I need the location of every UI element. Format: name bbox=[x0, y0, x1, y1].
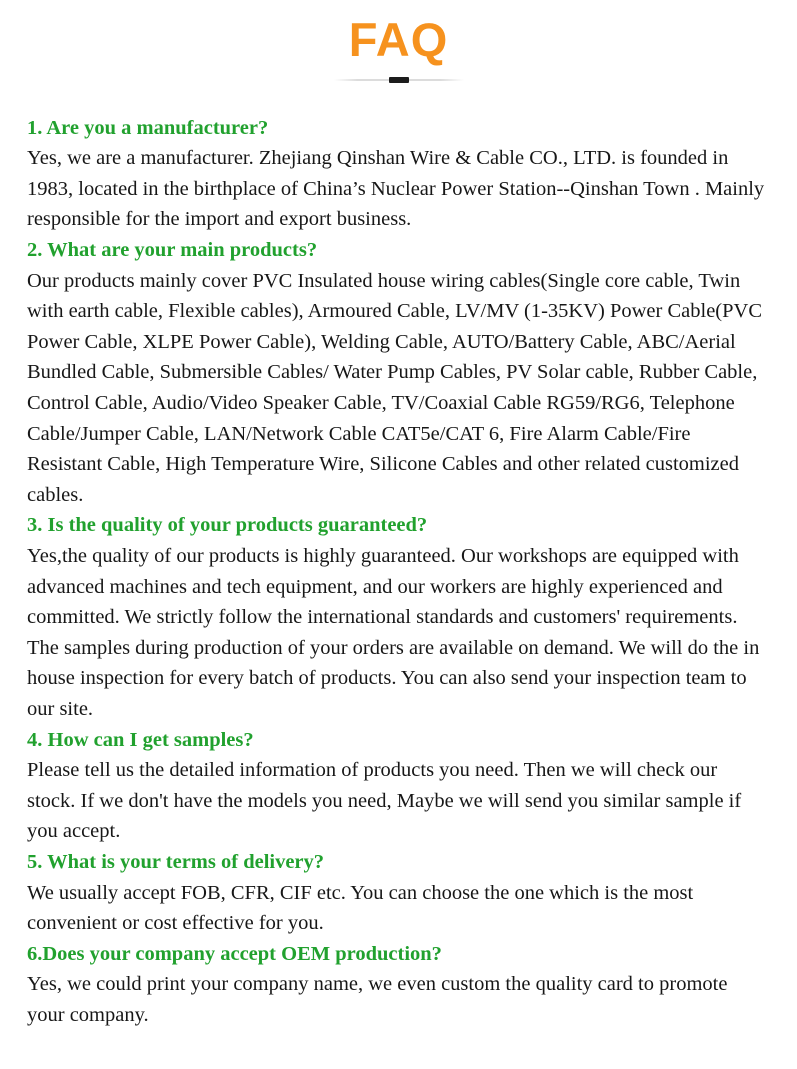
faq-question: 2. What are your main products? bbox=[27, 239, 318, 262]
faq-item bbox=[27, 725, 769, 847]
faq-item bbox=[27, 847, 769, 939]
faq-answer: Yes,the quality of our products is highly guaranteed. Our workshops are equipped with advanced machines and tech equipment, and our workers are highly experienced and committed. We strictly follow the international standards and customers' requirements. The samples during production of your orders are available on demand. We will do the in house inspection for every batch of products. You can also send your inspection team to our site. bbox=[27, 545, 760, 720]
faq-list bbox=[27, 113, 769, 1031]
faq-answer: Please tell us the detailed information of products you need. Then we will check our stock. If we don't have the models you need, Maybe we will send you similar sample if you accept. bbox=[27, 759, 742, 843]
faq-question: 5. What is your terms of delivery? bbox=[27, 850, 325, 873]
title-divider bbox=[334, 77, 464, 83]
faq-question: 3. Is the quality of your products guaranteed? bbox=[27, 514, 428, 537]
page-header bbox=[0, 14, 797, 83]
faq-item bbox=[27, 510, 769, 724]
faq-answer: Our products mainly cover PVC Insulated house wiring cables(Single core cable, Twin with earth cable, Flexible cables), Armoured Cable, LV/MV (1-35KV) Power Cable(PVC Power Cable, XLPE Power Cable), Welding Cable, AUTO/Battery Cable, ABC/Aerial Bundled Cable, Submersible Cables/ Water Pump Cables, PV Solar cable, Rubber Cable, Control Cable, Audio/Video Speaker Cable, TV/Coaxial Cable RG59/RG6, Telephone Cable/Jumper Cable, LAN/Network Cable CAT5e/CAT 6, Fire Alarm Cable/Fire Resistant Cable, High Temperature Wire, Silicone Cables and other related customized cables. bbox=[27, 269, 762, 506]
faq-question: 6.Does your company accept OEM production? bbox=[27, 942, 442, 965]
faq-answer: We usually accept FOB, CFR, CIF etc. You can choose the one which is the most convenient or cost effective for you. bbox=[27, 881, 694, 935]
faq-item bbox=[27, 113, 769, 235]
faq-item bbox=[27, 939, 769, 1031]
faq-question: 4. How can I get samples? bbox=[27, 728, 254, 751]
title-divider-dash bbox=[389, 77, 409, 83]
faq-item bbox=[27, 235, 769, 510]
page-title: FAQ bbox=[348, 13, 449, 66]
faq-answer: Yes, we are a manufacturer. Zhejiang Qinshan Wire & Cable CO., LTD. is founded in 1983, located in the birthplace of China’s Nuclear Power Station--Qinshan Town . Mainly responsible for the import and export business. bbox=[27, 147, 765, 231]
faq-answer: Yes, we could print your company name, we even custom the quality card to promote your company. bbox=[27, 973, 728, 1026]
faq-question: 1. Are you a manufacturer? bbox=[27, 116, 269, 139]
